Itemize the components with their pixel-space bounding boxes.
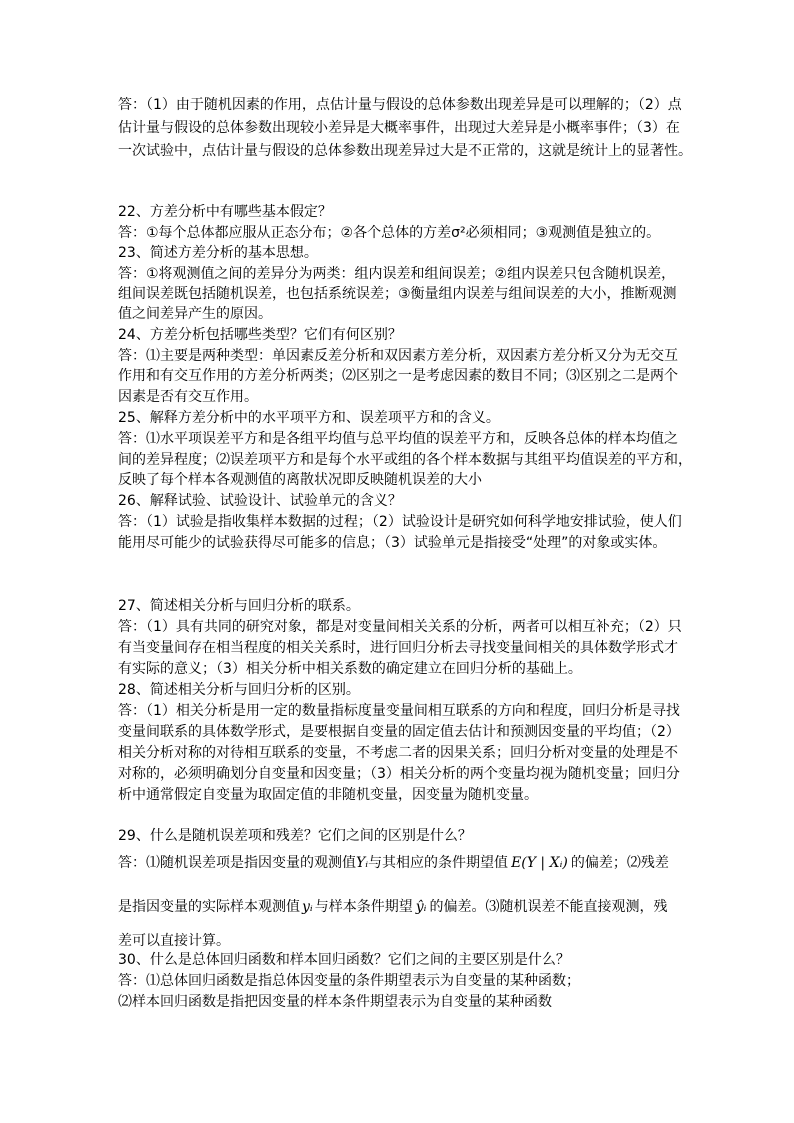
answer-26: 答：（1）试验是指收集样本数据的过程；（2）试验设计是研究如何科学地安排试验，使人们 [118,514,682,530]
math-expression: yᵢ [302,899,313,915]
text-span: 与样本条件期望 [314,899,413,915]
answer-24: 答：⑴主要是两种类型：单因素反差分析和双因素方差分析，双因素方差分析又分为无交互 [118,348,678,364]
math-expression: Yᵢ [356,855,369,871]
text-line: 答：（1）由于随机因素的作用，点估计量与假设的总体参数出现差异是可以理解的；（2）点 [118,97,682,113]
answer-29-line1 [118,853,669,874]
answer-28: 析中通常假定自变量为取固定值的非随机变量，因变量为随机变量。 [118,787,538,803]
text-span: 与其相应的条件期望值 [368,855,509,871]
question-29: 29、什么是随机误差项和残差？它们之间的区别是什么？ [118,828,472,844]
answer-23: 答：①将观测值之间的差异分为两类：组内误差和组间误差；②组内误差只包含随机误差， [118,266,676,282]
question-26: 26、解释试验、试验设计、试验单元的含义？ [118,493,402,509]
question-25: 25、解释方差分析中的水平项平方和、误差项平方和的含义。 [118,410,500,426]
answer-30: 答：⑴总体回归函数是指总体因变量的条件期望表示为自变量的某种函数； [118,973,580,989]
answer-28: 对称的，必须明确划分自变量和因变量；（3）相关分析的两个变量均视为随机变量；回归分 [118,766,680,782]
answer-25: 间的差异程度；⑵误差项平方和是每个水平或组的各个样本数据与其组平均值误差的平方和， [118,452,692,468]
question-23: 23、简述方差分析的基本思想。 [118,245,318,261]
question-28: 28、简述相关分析与回归分析的区别。 [118,682,360,698]
answer-24: 作用和有交互作用的方差分析两类；⑵区别之一是考虑因素的数目不同；⑶区别之二是两个 [118,368,678,384]
answer-28: 变量间联系的具体数学形式，是要根据自变量的固定值去估计和预测因变量的平均值；（2） [118,724,680,740]
question-30: 30、什么是总体回归函数和样本回归函数？它们之间的主要区别是什么？ [118,952,570,968]
answer-27: 有实际的意义；（3）相关分析中相关系数的确定建立在回归分析的基础上。 [118,661,582,677]
answer-25: 答：⑴水平项误差平方和是各组平均值与总平均值的误差平方和，反映各总体的样本均值之 [118,431,678,447]
question-22: 22、方差分析中有哪些基本假定？ [118,204,332,220]
answer-27: 有当变量间存在相当程度的相关关系时，进行回归分析去寻找变量间相关的具体数学形式才 [118,640,678,656]
answer-23: 组间误差既包括随机误差，也包括系统误差；③衡量组内误差与组间误差的大小，推断观测 [118,286,677,302]
answer-28: 答：（1）相关分析是用一定的数量指标度量变量间相互联系的方向和程度，回归分析是寻找 [118,703,680,719]
text-span: 的偏差；⑵残差 [570,855,669,871]
text-span: 是指因变量的实际样本观测值 [118,899,300,915]
text-line: 估计量与假设的总体参数出现较小差异是大概率事件，出现过大差异是小概率事件；（3）在 [118,120,680,136]
answer-26: 能用尽可能少的试验获得尽可能多的信息；（3）试验单元是指接受“处理”的对象或实体。 [118,535,667,551]
answer-30: ⑵样本回归函数是指把因变量的样本条件期望表示为自变量的某种函数 [118,994,552,1010]
text-span: 答：⑴随机误差项是指因变量的观测值 [118,855,356,871]
answer-29-line3: 差可以直接计算。 [118,933,230,949]
answer-27: 答：（1）具有共同的研究对象，都是对变量间相关关系的分析，两者可以相互补充；（2）只 [118,619,682,635]
answer-29-line2 [118,897,667,918]
math-expression: ŷᵢ [415,899,427,915]
answer-25: 反映了每个样本各观测值的离散状况即反映随机误差的大小 [118,472,482,488]
answer-24: 因素是否有交互作用。 [118,389,258,405]
text-line: 一次试验中，点估计量与假设的总体参数出现差异过大是不正常的，这就是统计上的显著性。 [118,143,692,159]
answer-23: 值之间差异产生的原因。 [118,306,272,322]
math-expression: E(Y | Xᵢ) [511,855,568,871]
question-27: 27、简述相关分析与回归分析的联系。 [118,598,360,614]
answer-28: 相关分析对称的对待相互联系的变量，不考虑二者的因果关系；回归分析对变量的处理是不 [118,745,678,761]
text-span: 的偏差。⑶随机误差不能直接观测，残 [429,899,668,915]
answer-22: 答：①每个总体都应服从正态分布；②各个总体的方差σ²必须相同；③观测值是独立的。 [118,225,661,241]
question-24: 24、方差分析包括哪些类型？它们有何区别？ [118,327,402,343]
